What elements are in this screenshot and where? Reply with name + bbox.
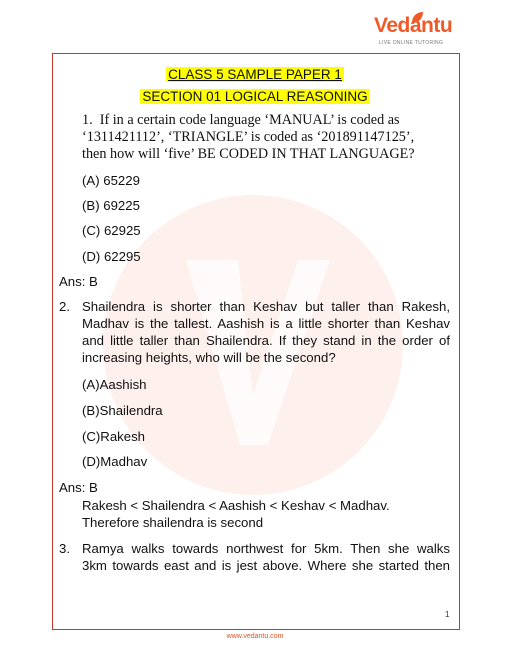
q1-option-a: (A) 65229 xyxy=(82,173,140,188)
q2-option-c: (C)Rakesh xyxy=(82,429,146,444)
page-number: 1 xyxy=(445,610,450,619)
question-1-line: 1. If in a certain code language ‘MANUAL’ is coded as xyxy=(82,112,400,128)
question-2-line: and little taller than Shailendra. If they stand in the order of xyxy=(82,333,450,348)
logo-wordmark: Vedantu xyxy=(374,14,453,37)
q1-option-c: (C) 62925 xyxy=(82,223,141,238)
q2-option-a: (A)Aashish xyxy=(82,377,147,392)
question-3 xyxy=(82,540,450,574)
question-1 xyxy=(82,112,452,163)
question-2 xyxy=(82,298,450,366)
question-3-line: 3km towards east and is jest above. Where she started then xyxy=(82,558,450,573)
question-2-number: 2. xyxy=(59,299,70,314)
question-1-line: ‘1311421112’, ‘TRIANGLE’ is coded as ‘201891147125’, xyxy=(82,129,415,145)
question-1-line: then how will ‘five’ BE CODED IN THAT LANGUAGE? xyxy=(82,146,415,162)
paper-title: CLASS 5 SAMPLE PAPER 1 xyxy=(168,67,342,82)
section-title-line xyxy=(0,89,510,104)
q2-option-b: (B)Shailendra xyxy=(82,403,163,418)
q1-option-b: (B) 69225 xyxy=(82,198,140,213)
question-3-line: Ramya walks towards northwest for 5km. Then she walks xyxy=(82,541,450,556)
q2-answer: Ans: B xyxy=(59,480,98,495)
question-3-number: 3. xyxy=(59,541,70,556)
vedantu-logo[interactable] xyxy=(360,14,453,50)
question-2-line: Shailendra is shorter than Keshav but taller than Rakesh, xyxy=(82,299,450,314)
q1-answer: Ans: B xyxy=(59,274,98,289)
paper-title-line xyxy=(0,67,510,82)
q2-explanation xyxy=(82,497,450,531)
question-1-number: 1. xyxy=(82,112,93,128)
question-2-line: Madhav is the tallest. Aashish is a little shorter than Keshav xyxy=(82,316,450,331)
q2-explanation-line: Therefore shailendra is second xyxy=(82,515,264,530)
q2-explanation-line: Rakesh < Shailendra < Aashish < Keshav < Madhav. xyxy=(82,498,390,513)
section-title: SECTION 01 LOGICAL REASONING xyxy=(142,89,368,104)
footer-url-link[interactable]: www.vedantu.com xyxy=(226,633,284,640)
question-2-line: increasing heights, who will be the second? xyxy=(82,350,336,365)
logo-tagline: LIVE ONLINE TUTORING xyxy=(379,40,444,46)
q2-option-d: (D)Madhav xyxy=(82,454,148,469)
q1-option-d: (D) 62295 xyxy=(82,249,141,264)
